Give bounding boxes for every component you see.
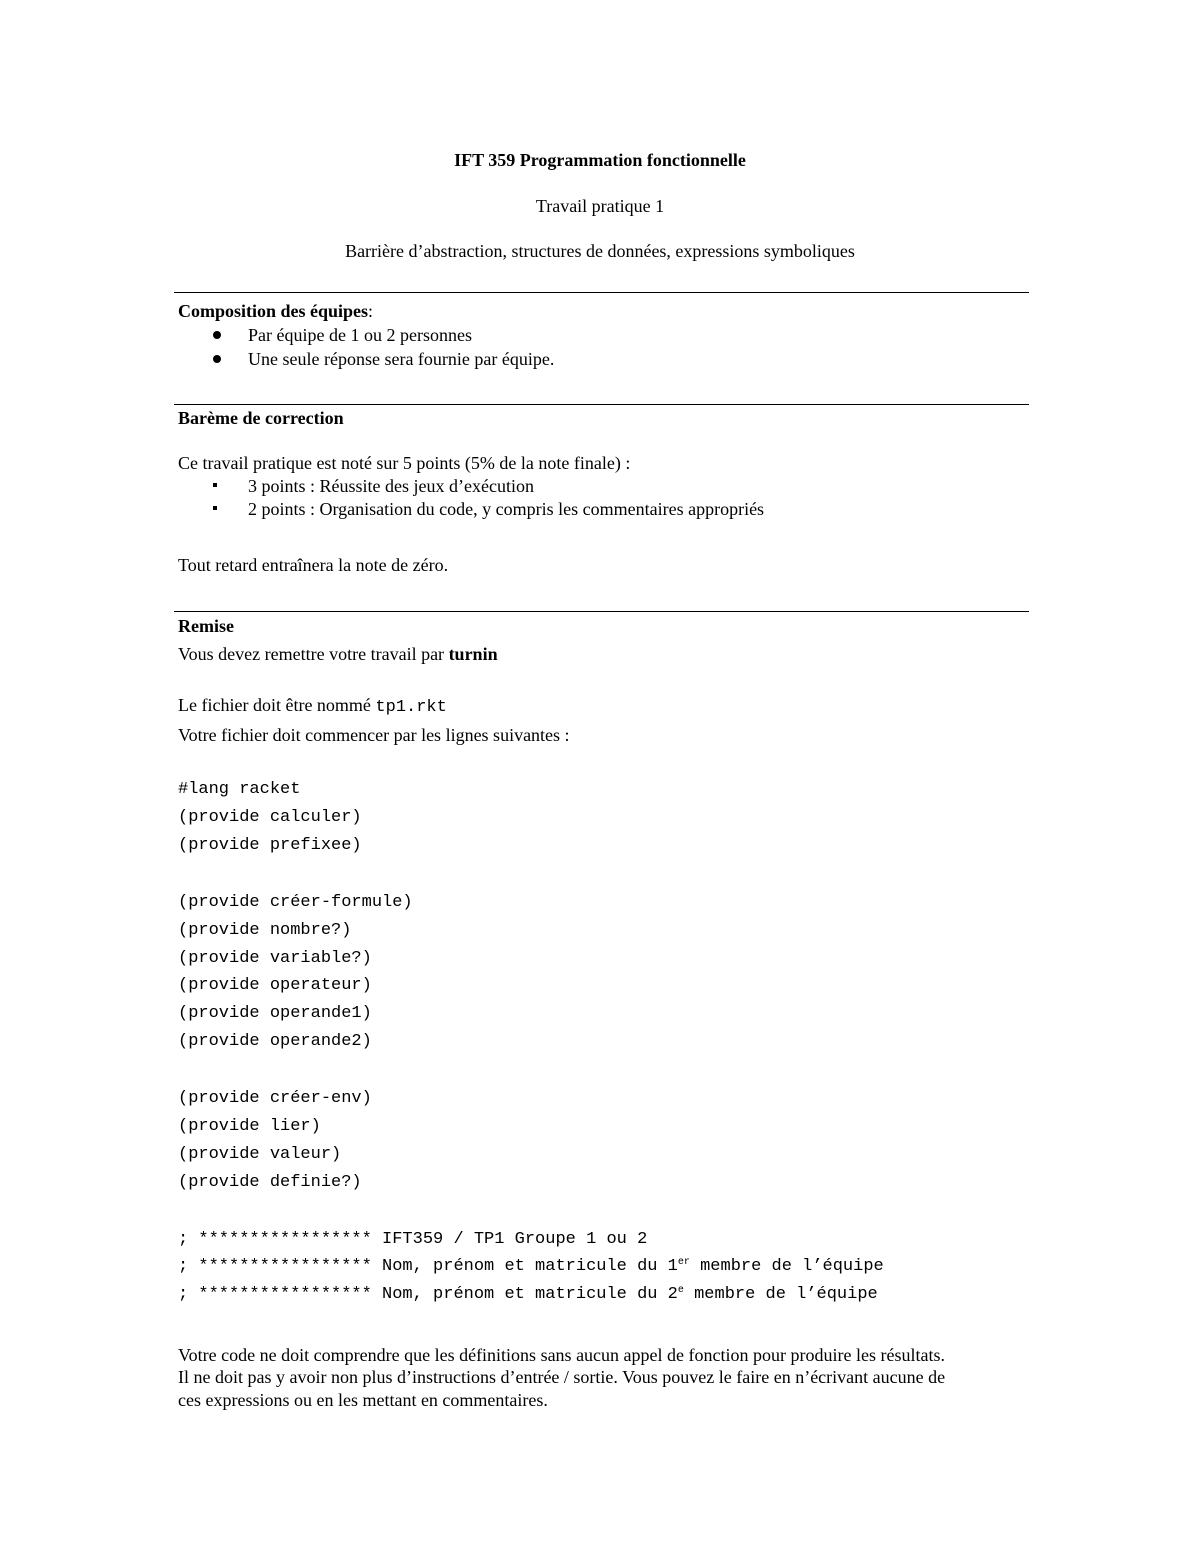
code-line: (provide nombre?)	[178, 921, 352, 940]
composition-item: Par équipe de 1 ou 2 personnes	[248, 325, 472, 345]
code-line: (provide créer-formule)	[178, 893, 413, 912]
code-line: (provide operande1)	[178, 1004, 372, 1023]
code-line: ; ***************** IFT359 / TP1 Groupe 1 ou 2	[178, 1230, 648, 1249]
bullet-icon	[213, 355, 221, 363]
section-divider	[174, 611, 1029, 612]
footer-line: Votre code ne doit comprendre que les définitions sans aucun appel de fonction pour produire les résultats.	[178, 1345, 945, 1365]
footer-line: ces expressions ou en les mettant en commentaires.	[178, 1390, 548, 1410]
bareme-heading: Barème de correction	[178, 408, 344, 428]
composition-heading: Composition des équipes:	[178, 301, 374, 321]
document-title: IFT 359 Programmation fonctionnelle	[454, 150, 746, 170]
code-line: (provide prefixee)	[178, 836, 362, 855]
code-line: (provide variable?)	[178, 949, 372, 968]
bullet-icon	[213, 506, 217, 510]
composition-item: Une seule réponse sera fournie par équipe.	[248, 349, 555, 369]
code-line: ; ***************** Nom, prénom et matricule du 1er membre de l’équipe	[178, 1257, 884, 1276]
code-line: (provide lier)	[178, 1117, 321, 1136]
code-line: ; ***************** Nom, prénom et matricule du 2e membre de l’équipe	[178, 1285, 878, 1304]
code-line: (provide definie?)	[178, 1173, 362, 1192]
document-subtitle: Travail pratique 1	[535, 196, 665, 216]
bareme-intro: Ce travail pratique est noté sur 5 points (5% de la note finale) :	[178, 453, 631, 473]
footer-line: Il ne doit pas y avoir non plus d’instructions d’entrée / sortie. Vous pouvez le faire en n’écrivant aucune de	[178, 1367, 946, 1387]
start-lines-intro: Votre fichier doit commencer par les lignes suivantes :	[178, 725, 570, 745]
late-policy: Tout retard entraînera la note de zéro.	[178, 555, 449, 575]
document-topics: Barrière d’abstraction, structures de données, expressions symboliques	[345, 241, 855, 261]
file-name: tp1.rkt	[375, 698, 447, 717]
code-line: (provide operateur)	[178, 976, 372, 995]
bullet-icon	[213, 331, 221, 339]
turnin-keyword: turnin	[448, 644, 498, 664]
code-line: (provide créer-env)	[178, 1089, 372, 1108]
section-divider	[174, 292, 1029, 293]
file-name-line: Le fichier doit être nommé tp1.rkt	[178, 695, 447, 717]
remise-heading: Remise	[178, 616, 234, 636]
code-line: (provide operande2)	[178, 1032, 372, 1051]
code-line: (provide valeur)	[178, 1145, 342, 1164]
bullet-icon	[213, 483, 217, 487]
bareme-item: 3 points : Réussite des jeux d’exécution	[248, 476, 534, 496]
code-line: (provide calculer)	[178, 808, 362, 827]
code-line: #lang racket	[178, 780, 301, 799]
remise-instruction: Vous devez remettre votre travail par turnin	[178, 644, 498, 664]
section-divider	[174, 404, 1029, 405]
bareme-item: 2 points : Organisation du code, y compris les commentaires appropriés	[248, 499, 765, 519]
